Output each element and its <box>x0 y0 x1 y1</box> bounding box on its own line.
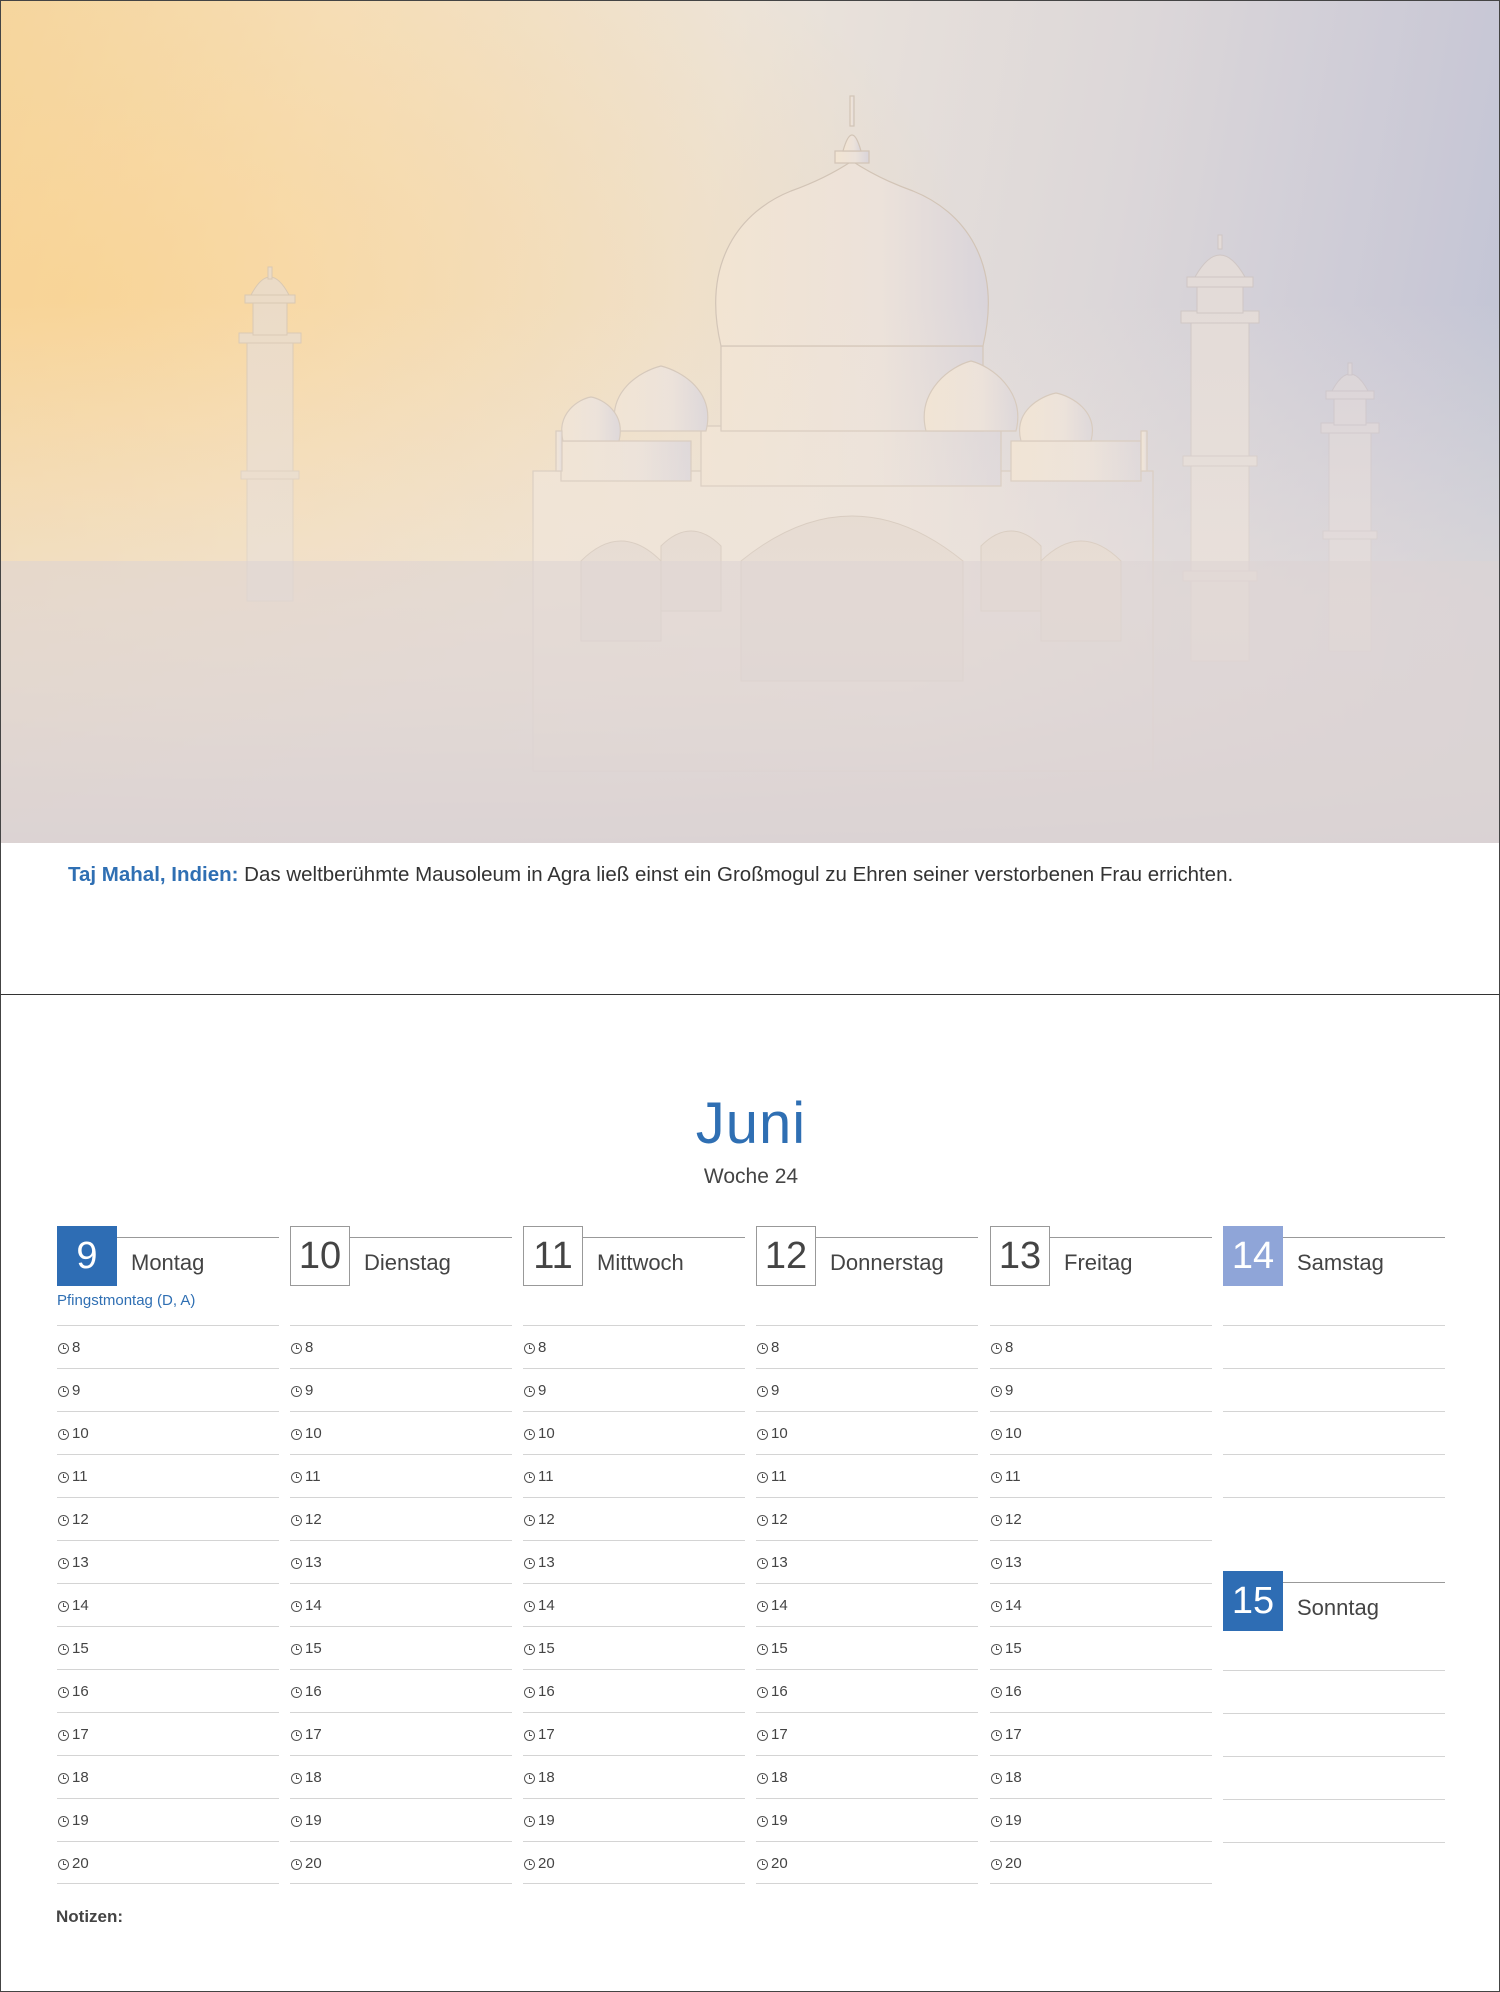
hour-label: 8 <box>771 1339 780 1356</box>
day-number: 11 <box>523 1226 583 1286</box>
sunday-number: 15 <box>1223 1571 1283 1631</box>
day-header <box>523 1226 745 1288</box>
time-slot[interactable] <box>523 1841 745 1884</box>
time-slot[interactable] <box>990 1583 1212 1626</box>
clock-icon <box>291 1472 302 1483</box>
hour-label: 18 <box>72 1769 89 1786</box>
hour-label: 20 <box>1005 1855 1022 1872</box>
clock-icon <box>757 1859 768 1870</box>
hour-label: 8 <box>538 1339 547 1356</box>
clock-icon <box>291 1343 302 1354</box>
clock-icon <box>58 1816 69 1827</box>
clock-icon <box>991 1472 1002 1483</box>
time-slot[interactable] <box>990 1540 1212 1583</box>
time-slot[interactable] <box>523 1798 745 1841</box>
clock-icon <box>58 1773 69 1784</box>
time-slot[interactable] <box>523 1755 745 1798</box>
clock-icon <box>991 1429 1002 1440</box>
photo-caption <box>68 861 1448 889</box>
time-slot[interactable] <box>990 1368 1212 1411</box>
time-slot[interactable] <box>990 1497 1212 1540</box>
time-slot[interactable] <box>756 1411 978 1454</box>
hour-label: 10 <box>771 1425 788 1442</box>
clock-icon <box>291 1859 302 1870</box>
week-label: Woche 24 <box>703 1165 799 1188</box>
hour-label: 11 <box>305 1468 321 1485</box>
hour-label: 13 <box>72 1554 89 1571</box>
time-slot[interactable] <box>990 1325 1212 1368</box>
hour-label: 14 <box>1005 1597 1022 1614</box>
time-slot[interactable] <box>523 1540 745 1583</box>
caption-title: Taj Mahal, Indien: <box>68 863 239 886</box>
time-slot[interactable] <box>57 1712 279 1755</box>
day-column-donnerstag <box>756 1226 978 1872</box>
clock-icon <box>291 1816 302 1827</box>
saturday-header <box>1223 1226 1445 1288</box>
clock-icon <box>757 1429 768 1440</box>
clock-icon <box>291 1687 302 1698</box>
clock-icon <box>58 1644 69 1655</box>
hour-label: 18 <box>538 1769 555 1786</box>
hour-label: 11 <box>538 1468 554 1485</box>
hour-label: 17 <box>1005 1726 1022 1743</box>
hour-label: 9 <box>771 1382 780 1399</box>
hour-label: 8 <box>305 1339 314 1356</box>
hour-label: 16 <box>305 1683 322 1700</box>
time-slot[interactable] <box>290 1755 512 1798</box>
time-slot[interactable] <box>756 1325 978 1368</box>
day-name: Montag <box>131 1250 205 1275</box>
hour-label: 18 <box>305 1769 322 1786</box>
saturday-lines <box>1223 1325 1445 1540</box>
clock-icon <box>58 1558 69 1569</box>
hour-label: 16 <box>538 1683 555 1700</box>
clock-icon <box>58 1730 69 1741</box>
time-slot[interactable] <box>57 1755 279 1798</box>
time-slot[interactable] <box>990 1669 1212 1712</box>
time-slot[interactable] <box>57 1454 279 1497</box>
hour-label: 19 <box>72 1812 89 1829</box>
time-slots <box>756 1325 978 1884</box>
time-slot[interactable] <box>756 1583 978 1626</box>
time-slots <box>523 1325 745 1884</box>
clock-icon <box>757 1343 768 1354</box>
clock-icon <box>757 1472 768 1483</box>
time-slot[interactable] <box>523 1712 745 1755</box>
sunday-header <box>1223 1571 1445 1633</box>
clock-icon <box>291 1558 302 1569</box>
hour-label: 15 <box>305 1640 322 1657</box>
time-slot[interactable] <box>523 1454 745 1497</box>
clock-icon <box>757 1515 768 1526</box>
hour-label: 15 <box>72 1640 89 1657</box>
hour-label: 19 <box>771 1812 788 1829</box>
clock-icon <box>524 1859 535 1870</box>
clock-icon <box>291 1773 302 1784</box>
time-slot[interactable] <box>290 1841 512 1884</box>
sunday-lines <box>1223 1670 1445 1885</box>
time-slot[interactable] <box>990 1626 1212 1669</box>
clock-icon <box>524 1730 535 1741</box>
hour-label: 12 <box>771 1511 788 1528</box>
holiday-label: Pfingstmontag (D, A) <box>57 1292 196 1309</box>
clock-icon <box>58 1429 69 1440</box>
time-slot[interactable] <box>57 1411 279 1454</box>
clock-icon <box>58 1386 69 1397</box>
hour-label: 11 <box>72 1468 88 1485</box>
clock-icon <box>291 1644 302 1655</box>
clock-icon <box>757 1773 768 1784</box>
time-slot[interactable] <box>57 1669 279 1712</box>
hour-label: 19 <box>305 1812 322 1829</box>
day-column-mittwoch <box>523 1226 745 1872</box>
clock-icon <box>58 1343 69 1354</box>
hour-label: 10 <box>1005 1425 1022 1442</box>
time-slot[interactable] <box>290 1454 512 1497</box>
clock-icon <box>524 1601 535 1612</box>
day-name: Mittwoch <box>597 1250 684 1275</box>
time-slot[interactable] <box>990 1712 1212 1755</box>
day-header <box>756 1226 978 1288</box>
day-header <box>990 1226 1212 1288</box>
time-slot[interactable] <box>756 1798 978 1841</box>
clock-icon <box>991 1343 1002 1354</box>
time-slots <box>290 1325 512 1884</box>
time-slot[interactable] <box>57 1798 279 1841</box>
time-slots <box>57 1325 279 1884</box>
clock-icon <box>991 1859 1002 1870</box>
time-slot[interactable] <box>290 1497 512 1540</box>
clock-icon <box>991 1558 1002 1569</box>
time-slots <box>990 1325 1212 1884</box>
saturday-name: Samstag <box>1297 1250 1384 1275</box>
clock-icon <box>291 1386 302 1397</box>
clock-icon <box>991 1773 1002 1784</box>
hour-label: 15 <box>1005 1640 1022 1657</box>
clock-icon <box>524 1343 535 1354</box>
time-slot[interactable] <box>523 1497 745 1540</box>
clock-icon <box>757 1558 768 1569</box>
hour-label: 18 <box>771 1769 788 1786</box>
time-slot[interactable] <box>990 1755 1212 1798</box>
clock-icon <box>991 1515 1002 1526</box>
hour-label: 18 <box>1005 1769 1022 1786</box>
time-slot[interactable] <box>290 1669 512 1712</box>
clock-icon <box>291 1429 302 1440</box>
time-slot[interactable] <box>290 1325 512 1368</box>
time-slot[interactable] <box>523 1669 745 1712</box>
time-slot[interactable] <box>57 1325 279 1368</box>
day-name: Donnerstag <box>830 1250 944 1275</box>
time-slot[interactable] <box>990 1411 1212 1454</box>
caption-text: Das weltberühmte Mausoleum in Agra ließ einst ein Großmogul zu Ehren seiner verstorbenen Frau errichten. <box>238 863 1234 886</box>
hour-label: 12 <box>305 1511 322 1528</box>
time-slot[interactable] <box>990 1841 1212 1884</box>
hour-label: 19 <box>1005 1812 1022 1829</box>
hour-label: 10 <box>305 1425 322 1442</box>
hour-label: 14 <box>771 1597 788 1614</box>
time-slot[interactable] <box>57 1626 279 1669</box>
time-slot[interactable] <box>756 1755 978 1798</box>
time-slot[interactable] <box>523 1325 745 1368</box>
time-slot[interactable] <box>57 1841 279 1884</box>
hour-label: 16 <box>72 1683 89 1700</box>
hour-label: 9 <box>305 1382 314 1399</box>
hour-label: 14 <box>305 1597 322 1614</box>
time-slot[interactable] <box>57 1540 279 1583</box>
hour-label: 12 <box>538 1511 555 1528</box>
clock-icon <box>58 1687 69 1698</box>
clock-icon <box>524 1773 535 1784</box>
time-slot[interactable] <box>290 1712 512 1755</box>
time-slot[interactable] <box>290 1583 512 1626</box>
clock-icon <box>757 1601 768 1612</box>
hour-label: 15 <box>771 1640 788 1657</box>
hour-label: 19 <box>538 1812 555 1829</box>
clock-icon <box>291 1515 302 1526</box>
day-column-dienstag <box>290 1226 512 1872</box>
hour-label: 17 <box>305 1726 322 1743</box>
day-number: 12 <box>756 1226 816 1286</box>
clock-icon <box>291 1601 302 1612</box>
time-slot[interactable] <box>756 1669 978 1712</box>
time-slot[interactable] <box>756 1540 978 1583</box>
notes-label: Notizen: <box>56 1907 124 1926</box>
clock-icon <box>291 1730 302 1741</box>
sunday-name: Sonntag <box>1297 1595 1379 1620</box>
day-header <box>57 1226 279 1288</box>
time-slot[interactable] <box>57 1368 279 1411</box>
hour-label: 11 <box>1005 1468 1021 1485</box>
time-slot[interactable] <box>523 1411 745 1454</box>
hour-label: 20 <box>538 1855 555 1872</box>
hour-label: 14 <box>72 1597 89 1614</box>
clock-icon <box>524 1515 535 1526</box>
time-slot[interactable] <box>756 1454 978 1497</box>
day-number: 9 <box>57 1226 117 1286</box>
time-slot[interactable] <box>756 1368 978 1411</box>
saturday-number: 14 <box>1223 1226 1283 1286</box>
hour-label: 13 <box>305 1554 322 1571</box>
clock-icon <box>757 1386 768 1397</box>
hour-label: 8 <box>1005 1339 1014 1356</box>
day-name: Freitag <box>1064 1250 1133 1275</box>
hour-label: 8 <box>72 1339 81 1356</box>
hour-label: 9 <box>72 1382 81 1399</box>
time-slot[interactable] <box>756 1497 978 1540</box>
month-title: Juni <box>695 1091 807 1156</box>
taj-mahal-photo <box>1 1 1499 843</box>
clock-icon <box>991 1730 1002 1741</box>
hour-label: 17 <box>538 1726 555 1743</box>
hour-label: 11 <box>771 1468 787 1485</box>
day-column-montag <box>57 1226 279 1872</box>
hour-label: 13 <box>1005 1554 1022 1571</box>
day-header <box>290 1226 512 1288</box>
hour-label: 17 <box>771 1726 788 1743</box>
time-slot[interactable] <box>756 1841 978 1884</box>
time-slot[interactable] <box>990 1454 1212 1497</box>
hour-label: 16 <box>771 1683 788 1700</box>
clock-icon <box>991 1687 1002 1698</box>
hour-label: 17 <box>72 1726 89 1743</box>
time-slot[interactable] <box>523 1368 745 1411</box>
hour-label: 12 <box>72 1511 89 1528</box>
time-slot[interactable] <box>290 1540 512 1583</box>
time-slot[interactable] <box>523 1583 745 1626</box>
clock-icon <box>757 1730 768 1741</box>
time-slot[interactable] <box>290 1368 512 1411</box>
hour-label: 9 <box>1005 1382 1014 1399</box>
hour-label: 20 <box>305 1855 322 1872</box>
clock-icon <box>757 1687 768 1698</box>
time-slot[interactable] <box>756 1712 978 1755</box>
clock-icon <box>757 1816 768 1827</box>
hour-label: 12 <box>1005 1511 1022 1528</box>
clock-icon <box>524 1386 535 1397</box>
time-slot[interactable] <box>57 1497 279 1540</box>
day-column-freitag <box>990 1226 1212 1872</box>
time-slot[interactable] <box>290 1411 512 1454</box>
clock-icon <box>524 1816 535 1827</box>
hour-label: 10 <box>538 1425 555 1442</box>
time-slot[interactable] <box>290 1798 512 1841</box>
calendar-week-page <box>0 994 1500 1992</box>
clock-icon <box>991 1386 1002 1397</box>
day-name: Dienstag <box>364 1250 451 1275</box>
clock-icon <box>524 1644 535 1655</box>
hour-label: 16 <box>1005 1683 1022 1700</box>
hour-label: 15 <box>538 1640 555 1657</box>
time-slot[interactable] <box>290 1626 512 1669</box>
clock-icon <box>991 1644 1002 1655</box>
hour-label: 20 <box>72 1855 89 1872</box>
day-number: 10 <box>290 1226 350 1286</box>
clock-icon <box>757 1644 768 1655</box>
hour-label: 9 <box>538 1382 547 1399</box>
taj-mahal-illustration <box>1 1 1499 843</box>
day-number: 13 <box>990 1226 1050 1286</box>
time-slot[interactable] <box>57 1583 279 1626</box>
hour-label: 10 <box>72 1425 89 1442</box>
clock-icon <box>524 1429 535 1440</box>
clock-icon <box>58 1472 69 1483</box>
weekend-column <box>1223 1226 1445 1622</box>
clock-icon <box>991 1601 1002 1612</box>
hour-label: 13 <box>538 1554 555 1571</box>
time-slot[interactable] <box>990 1798 1212 1841</box>
clock-icon <box>58 1515 69 1526</box>
time-slot[interactable] <box>523 1626 745 1669</box>
clock-icon <box>58 1601 69 1612</box>
clock-icon <box>524 1472 535 1483</box>
hour-label: 13 <box>771 1554 788 1571</box>
time-slot[interactable] <box>756 1626 978 1669</box>
clock-icon <box>58 1859 69 1870</box>
hour-label: 20 <box>771 1855 788 1872</box>
clock-icon <box>991 1816 1002 1827</box>
hour-label: 14 <box>538 1597 555 1614</box>
clock-icon <box>524 1558 535 1569</box>
clock-icon <box>524 1687 535 1698</box>
